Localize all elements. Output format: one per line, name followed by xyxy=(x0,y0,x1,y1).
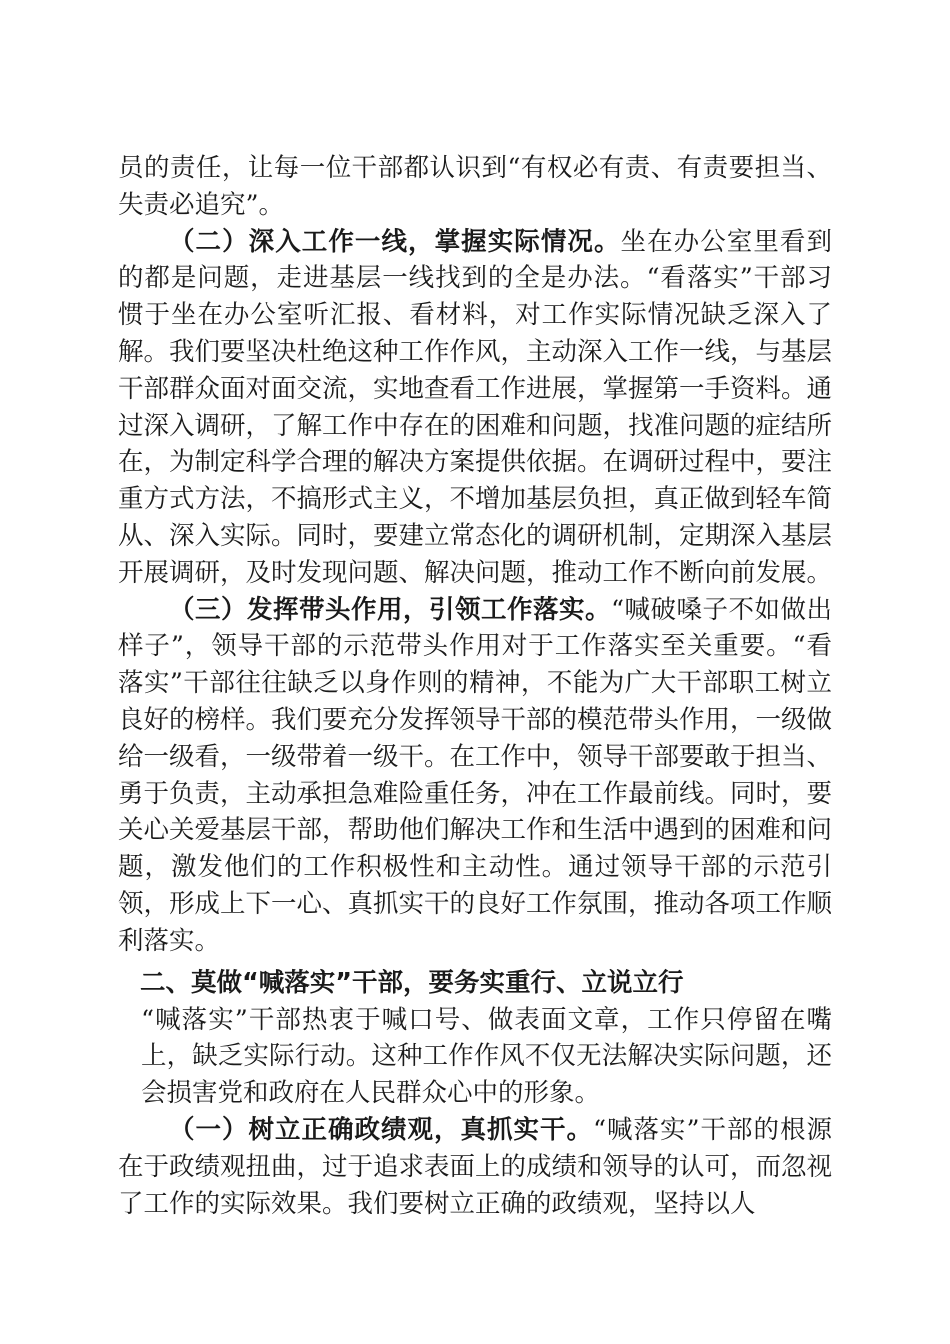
paragraph-2-text: 坐在办公室里看到的都是问题，走进基层一线找到的全是办法。“看落实”干部习惯于坐在办公室听汇报、看材料，对工作实际情况缺乏深入了解。我们要坚决杜绝这种工作作风，主动深入工作一线，与基层干部群众面对面交流，实地查看工作进展，掌握第一手资料。通过深入调研，了解工作中存在的困难和问题，找准问题的症结所在，为制定科学合理的解决方案提供依据。在调研过程中，要注重方式方法，不搞形式主义，不增加基层负担，真正做到轻车简从、深入实际。同时，要建立常态化的调研机制，定期深入基层开展调研，及时发现问题、解决问题，推动工作不断向前发展。 xyxy=(118,226,833,588)
paragraph-1-text: 员的责任，让每一位干部都认识到“有权必有责、有责要担当、失责必追究”。 xyxy=(118,153,832,220)
paragraph-4-text: “喊落实”干部热衷于喊口号、做表面文章，工作只停留在嘴上，缺乏实际行动。这种工作作风不仅无法解决实际问题，还会损害党和政府在人民群众心中的形象。 xyxy=(141,1004,832,1109)
paragraph-5 xyxy=(118,1112,832,1222)
paragraph-3-text: “喊破嗓子不如做出样子”，领导干部的示范带头作用对于工作落实至关重要。“看落实”干部往往缺乏以身作则的精神，不能为广大干部职工树立良好的榜样。我们要充分发挥领导干部的模范带头作用，一级做给一级看，一级带着一级干。在工作中，领导干部要敢于担当、勇于负责，主动承担急难险重任务，冲在工作最前线。同时，要关心关爱基层干部，帮助他们解决工作和生活中遇到的困难和问题，激发他们的工作积极性和主动性。通过领导干部的示范引领，形成上下一心、真抓实干的良好工作氛围，推动各项工作顺利落实。 xyxy=(118,594,833,956)
paragraph-2-lead: （二）深入工作一线，掌握实际情况。 xyxy=(169,226,621,257)
section-heading: 二、莫做“喊落实”干部，要务实重行、立说立行 xyxy=(140,967,684,998)
paragraph-2 xyxy=(118,224,832,592)
paragraph-1 xyxy=(118,150,832,224)
paragraph-3 xyxy=(118,592,832,960)
document-page xyxy=(118,150,832,1222)
paragraph-5-text: “喊落实”干部的根源在于政绩观扭曲，过于追求表面上的成绩和领导的认可，而忽视了工作的实际效果。我们要树立正确的政绩观，坚持以人 xyxy=(118,1114,833,1219)
paragraph-5-lead: （一）树立正确政绩观，真抓实干。 xyxy=(169,1114,593,1145)
paragraph-4 xyxy=(118,1002,832,1112)
paragraph-3-lead: （三）发挥带头作用，引领工作落实。 xyxy=(169,594,611,625)
